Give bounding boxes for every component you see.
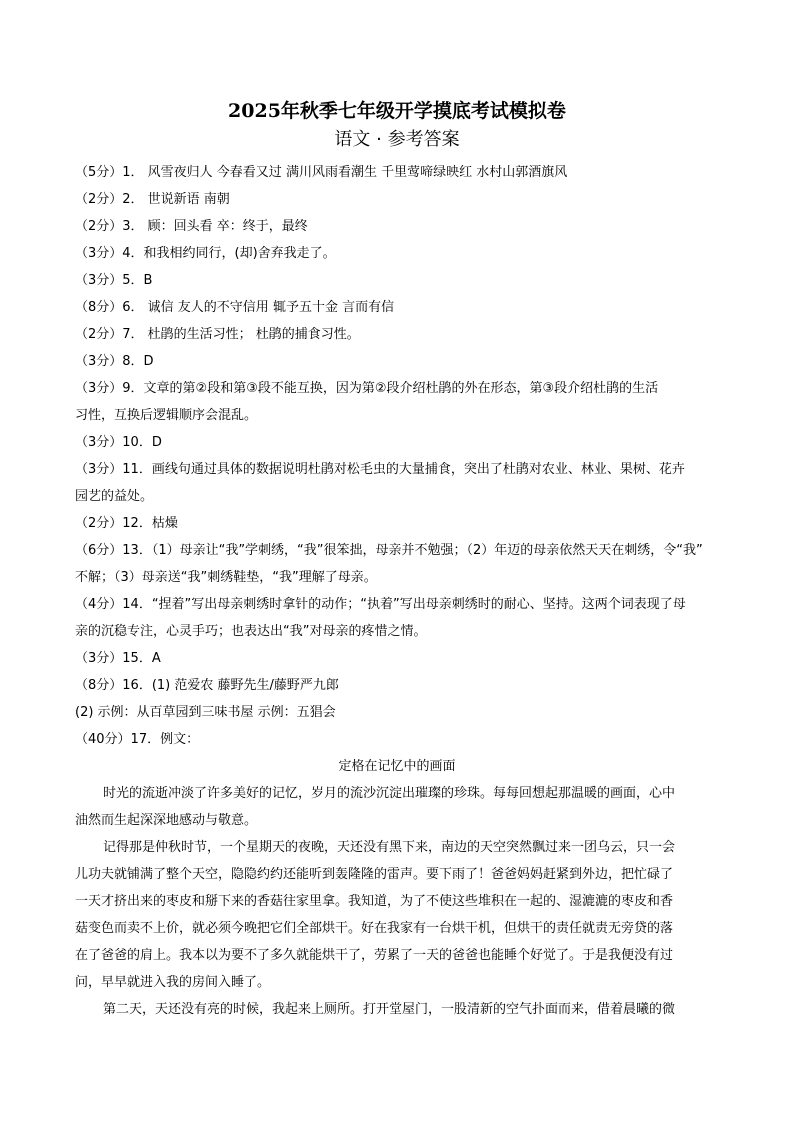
essay-line: 记得那是仲秋时节，一个星期天的夜晚，天还没有黑下来，南边的天空突然飘过来一团乌云，只一会 [103, 840, 676, 855]
answer-line: （3分）15．A [75, 651, 161, 666]
answer-line: （3分）9．文章的第②段和第③段不能互换，因为第②段介绍杜鹃的外在形态，第③段介绍杜鹃的生活 [75, 381, 659, 396]
answer-line: （4分）14．“捏着”写出母亲刺绣时拿针的动作；“执着”写出母亲刺绣时的耐心、坚持。这两个词表现了母 [75, 597, 686, 612]
answer-line: （8分）16．(1) 范爱农 藤野先生/藤野严九郎 [75, 678, 339, 693]
essay-line: 一天才挤出来的枣皮和掰下来的香菇往家里拿。我知道，为了不使这些堆积在一起的、湿漉漉的枣皮和香 [75, 894, 674, 909]
answer-line: 园艺的益处。 [75, 489, 154, 504]
answer-line: （3分）11．画线句通过具体的数据说明杜鹃对松毛虫的大量捕食，突出了杜鹃对农业、林业、果树、花卉 [75, 462, 685, 477]
answer-line: （3分）5．B [75, 273, 153, 288]
answer-line: 习性，互换后逻辑顺序会混乱。 [75, 408, 258, 423]
answer-line: （3分）8．D [75, 354, 154, 369]
answer-line: 亲的沉稳专注，心灵手巧；也表达出“我”对母亲的疼惜之情。 [75, 624, 427, 639]
answer-line: （2分）7． 杜鹃的生活习性； 杜鹃的捕食习性。 [75, 327, 360, 342]
answer-line: (2) 示例：从百草园到三味书屋 示例：五猖会 [75, 705, 336, 720]
answer-line: （2分）12．枯燥 [75, 516, 178, 531]
answer-line: （40分）17．例文： [75, 732, 200, 747]
essay-line: 问，早早就进入我的房间入睡了。 [75, 975, 271, 990]
essay-title: 定格在记忆中的画面 [338, 759, 456, 774]
answer-line: （3分）10．D [75, 435, 162, 450]
essay-line: 在了爸爸的肩上。我本以为要不了多久就能烘干了，劳累了一天的爸爸也能睡个好觉了。于是我便没有过 [75, 948, 674, 963]
essay-line: 菇变色而卖不上价，就必须今晚把它们全部烘干。好在我家有一台烘干机，但烘干的责任就责无旁贷的落 [75, 921, 674, 936]
document-title: 2025年秋季七年级开学摸底考试模拟卷 [228, 100, 566, 122]
answer-line: （2分）2． 世说新语 南朝 [75, 192, 230, 207]
answer-line: （6分）13．（1）母亲让“我”学刺绣，“我”很笨拙，母亲并不勉强；（2）年迈的母亲依然天天在刺绣，令“我” [75, 543, 703, 558]
answer-line: 不解；（3）母亲送“我”刺绣鞋垫，“我”理解了母亲。 [75, 570, 377, 585]
essay-line: 油然而生起深深地感动与敬意。 [75, 813, 258, 828]
essay-line: 第二天，天还没有亮的时候，我起来上厕所。打开堂屋门，一股清新的空气扑面而来，借着晨曦的微 [103, 1002, 676, 1017]
essay-line: 儿功夫就铺满了整个天空，隐隐约约还能听到轰隆隆的雷声。要下雨了！爸爸妈妈赶紧到外边，把忙碌了 [75, 867, 674, 882]
answer-line: （5分）1． 风雪夜归人 今春看又过 满川风雨看潮生 千里莺啼绿映红 水村山郭酒旗风 [75, 165, 568, 180]
document-subtitle: 语文 · 参考答案 [334, 129, 460, 150]
answer-line: （8分）6． 诚信 友人的不守信用 辄予五十金 言而有信 [75, 300, 395, 315]
answer-line: （2分）3． 顾：回头看 卒：终于，最终 [75, 219, 308, 234]
answer-line: （3分）4．和我相约同行，(却)舍弃我走了。 [75, 246, 336, 261]
essay-line: 时光的流逝冲淡了许多美好的记忆，岁月的流沙沉淀出璀璨的珍珠。每每回想起那温暖的画面，心中 [103, 786, 676, 801]
